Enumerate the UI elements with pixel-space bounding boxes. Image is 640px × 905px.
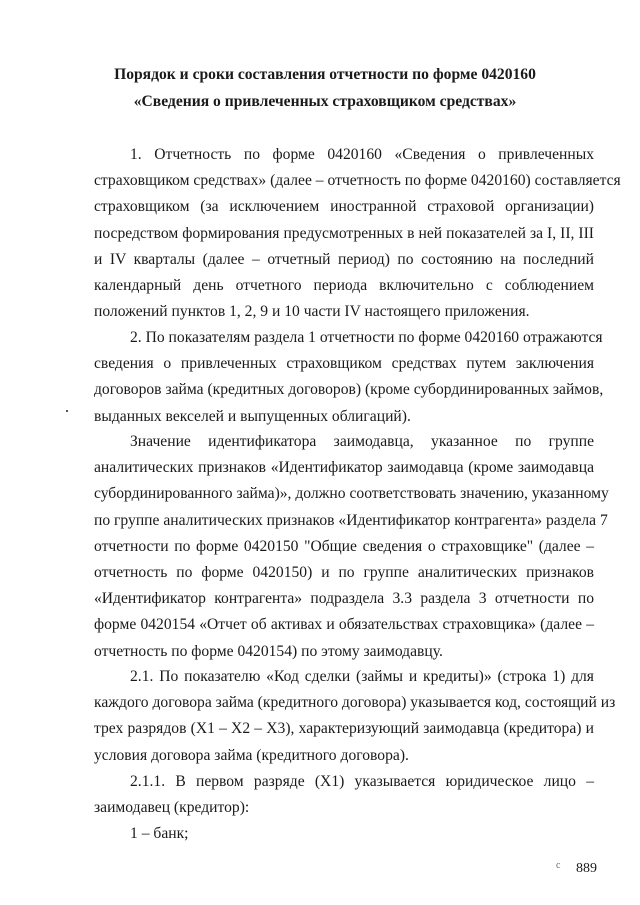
paragraph-line: 1. Отчетность по форме 0420160 «Сведения о привлеченных (130, 146, 594, 163)
scan-speck (66, 410, 68, 412)
page-stamp-mark: с (556, 860, 561, 871)
paragraph-line: страховщиком средствах» (далее – отчетность по форме 0420160) составляется (94, 172, 621, 190)
paragraph-line: аналитических признаков «Идентификатор заимодавца (кроме заимодавца (94, 459, 594, 477)
paragraph-3 (94, 429, 609, 665)
paragraph-line: страховщиком (за исключением иностранной страховой организации) (94, 198, 594, 216)
paragraph-line: календарный день отчетного периода включительно с соблюдением (94, 277, 594, 295)
paragraph-line: отчетности по форме 0420150 "Общие сведения о страховщике" (далее – (94, 537, 594, 555)
paragraph-line: по группе аналитических признаков «Идентификатор контрагента» раздела 7 (94, 511, 608, 529)
paragraph-line: 2. По показателям раздела 1 отчетности по форме 0420160 отражаются (130, 329, 603, 346)
paragraph-line: трех разрядов (X1 – X2 – X3), характеризующий заимодавца (кредитора) и (94, 720, 594, 738)
paragraph-line: условия договора займа (кредитного договора). (94, 746, 409, 764)
paragraph-1 (94, 142, 621, 325)
page-number: 889 (576, 861, 597, 876)
paragraph-line: заимодавец (кредитор): (94, 799, 250, 817)
paragraph-2-1 (94, 664, 616, 769)
paragraph-line: отчетность по форме 0420150) и по группе аналитических признаков (94, 564, 594, 582)
paragraph-line: положений пунктов 1, 2, 9 и 10 части IV настоящего приложения. (94, 303, 530, 321)
paragraph-line: «Идентификатор контрагента» подраздела 3.3 раздела 3 отчетности по (94, 590, 594, 608)
list-item-bank (94, 821, 594, 847)
document-title-line-1: Порядок и сроки составления отчетности по форме 0420160 (114, 66, 536, 83)
paragraph-line: 2.1. По показателю «Код сделки (займы и кредиты)» (строка 1) для (130, 668, 594, 685)
paragraph-line: отчетность по форме 0420154) по этому заимодавцу. (94, 642, 443, 660)
paragraph-line: форме 0420154 «Отчет об активах и обязательствах страховщика» (далее – (94, 616, 594, 634)
paragraph-line: договоров займа (кредитных договоров) (кроме субординированных займов, (94, 381, 604, 399)
document-title-line-2: «Сведения о привлеченных страховщиком средствах» (133, 93, 517, 110)
paragraph-line: субординированного займа)», должно соответствовать значению, указанному (94, 485, 609, 503)
paragraph-line: выданных векселей и выпущенных облигаций). (94, 407, 411, 425)
paragraph-line: 1 – банк; (130, 825, 189, 842)
paragraph-2-1-1 (94, 769, 594, 821)
paragraph-line: каждого договора займа (кредитного договора) указывается код, состоящий из (94, 694, 616, 712)
paragraph-line: посредством формирования предусмотренных в ней показателей за I, II, III (94, 224, 594, 242)
paragraph-2 (94, 325, 604, 430)
paragraph-line: и IV кварталы (далее – отчетный период) по состоянию на последний (94, 250, 594, 268)
paragraph-line: 2.1.1. В первом разряде (X1) указывается юридическое лицо – (130, 773, 594, 790)
paragraph-line: Значение идентификатора заимодавца, указанное по группе (130, 433, 594, 450)
paragraph-line: сведения о привлеченных страховщиком средствах путем заключения (94, 355, 594, 373)
